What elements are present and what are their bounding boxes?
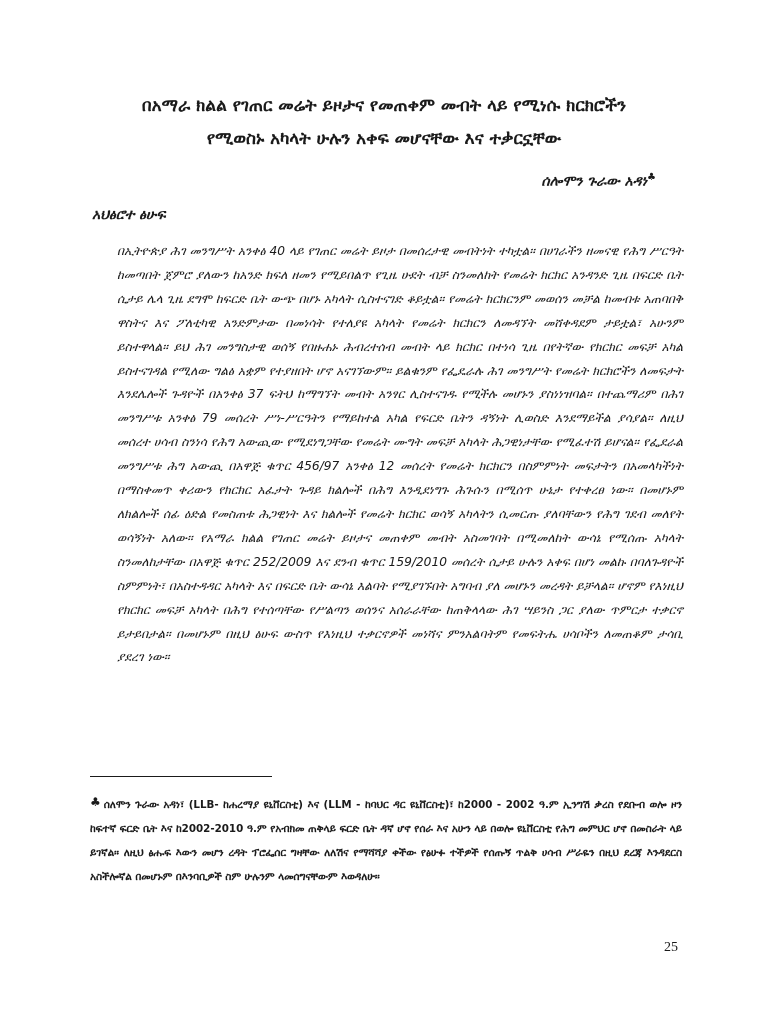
author-byline: [541, 172, 656, 190]
footnote-mark: ♣: [90, 795, 102, 809]
footnote-divider: [90, 776, 272, 777]
paper-title: [70, 90, 698, 156]
abstract-body: በኢትዮጵያ ሕገ መንግሥት አንቀፅ 40 ላይ የገጠር መሬት ይዞታ በመሰረታዊ መብትነት ተካቷል። በሀገራችን ዘመናዊ የሕግ ሥርዓት ከመጣበት ጀምሮ ያለውን ከአንድ ክፍለ ዘመን የሚይበልጥ የጊዜ ሁደት ብቻ ስንመለከት የመሬት ክርክር አንዳንድ ጊዜ በፍርድ ቤት ሲታይ ሌላ ጊዜ ደግሞ ከፍርድ ቤት ውጭ በሆኑ አካላት ሲስተናገድ ቆይቷል። የመሬት ክርክርንም መወሰን መቻል ከመብቱ አጠባበቅ ዋስትና እና ፖለቲካዊ አንድምታው በመነሳት የተለያዩ አካላት የመሬት ክርክርን ለመዳኘት መሸቀዳደም ታይቷል፣ አሁንም ይስተዋላል። ይህ ሕገ መንግስታዊ ወሰኝ የበዙሐኑ ሕብረተሰብ መብት ላይ ክርክር በተነሳ ጊዜ በየትኛው የክርክር መፍቻ አካል ይስተናገዳል የሚለው ግልፅ አቋም የተያዘበት ሆኖ አናገኘውም። ይልቁንም የፌዴራሉ ሕገ መንግሥት የመሬት ክርክሮችን ለመፍታት እንደሌሎች ጉዳዮች በአንቀፅ 37 ፍትህ ከማግኘት መብት አንፃር ሊስተናገዱ የሚችሉ መሆኑን ያስነነዝባል። በተጨማሪም በሕገ መንግሥቱ አንቀፅ 79 መሰረት ሥነ-ሥርዓትን የማይከተል አካል የፍርድ ቤትን ዳኝነት ሊወስድ እንደማይችል ያሳያል። ለዚህ መሰረተ ሀሳብ ስንነሳ የሕግ አውጪው የሚደነግጋቸው የመሬት ሙግት መፍቻ አካላት ሕጋዊነታቸው የሚፈተሽ ይሆናል። የፌደራል መንግሥቱ ሕግ አውጪ በአዋጅ ቁጥር 456/97 አንቀፅ 12 መሰረት የመሬት ክርክርን በስምምነት መፍታትን በአመላካችነት በማስቀመጥ ቀሪውን የክርክር አፈታት ጉዳይ ክልሎች በሕግ እንዲደነግጉ ሕጉሱን በሚሰጥ ሁኔታ የተቀረፀ ነው። በመሆኑም ለክልሎች ሰፊ ዕድል የመስጠቱ ሕጋዊነት እና ክልሎች የመሬት ክርክር ወሳኝ አካላትን ሲመርጡ ያለባቸውን የሕግ ገደብ መለየት ወሳኝነት አለው። የአማራ ክልል የገጠር መሬት ይዞታና መጠቀም መብት አስመገባት በሚመለከት ውሳኔ የሚሰጡ አካላት ስንመለከታቸው በአዋጅ ቁጥር 252/2009 እና ደንብ ቁጥር 159/2010 መሰረት ሲታይ ሁሉን አቀፍ በሆነ መልኩ በባለጉዳዮች ስምምነት፣ በአስተዳዳር አካላት እና በፍርድ ቤት ውሳኔ እልባት የሚያገኙበት አግባብ ያለ መሆኑን መረዳት ይቻላል። ሆኖም የእነዚህ የክርክር መፍቻ አካላት በሕግ የተሰጣቸው የሥልጣን ወሰንና አሰራራቸው ከጠቅላላው ሕገ ሣይንስ ጋር ያለው ጥምርታ ተቃርኖ ይታይበታል። በመሆኑም በዚህ ፅሁፍ ውስጥ የእነዚህ ተቃርኖዎች መነሻና ምንአልባትም የመፍትሔ ሀሳቦችን ለመጠቆም ታሳቢ ያደረገ ነው።: [117, 244, 683, 665]
page-number: 25: [664, 940, 678, 955]
author-footnote-mark: ♣: [647, 172, 656, 183]
footnote-text: ሰለሞን ጉራው አዳነ፣ (LLB- ከሐረማያ ዩኒቨርስቲ) እና (LLM - ከባህር ዳር ዩኒቨርስቲ)፣ ከ2000 - 2002 ዓ.ም ኢንግሽ ቃረስ የደቡብ ወሎ ዞን ከፍተኛ ፍርድ ቤት እና ከ2002-2010 ዓ.ም የአብክመ ጠቅላይ ፍርድ ቤት ዳኛ ሆኖ የሰራ እና አሁን ላይ በወሎ ዩኒቨርስቲ የሕግ መምህር ሆኖ በመስራት ላይ ይገኛል። ለዚህ ፅሑፍ እውን መሆን ረዳት ፕሮፌሰር ግዛቸው ለለሽና የማሻሻያ ቀችው የፅሁፉ ተችዎች የሰጡኝ ጥልቅ ሀሳብ ሥራዬን በዚህ ደረጃ እንዳደርስ አስችሎኛል በመሆኑም በእንባቢዎች ስም ሁሉንም ላመሰግናቸውም እወዳለሁ።: [90, 799, 682, 883]
abstract-heading: አህፅሮተ ፅሁፍ: [92, 207, 166, 223]
title-line-2: የሚወስኑ አካላት ሁሉን አቀፍ መሆናቸው እና ተቃርኗቸው: [206, 129, 562, 149]
author-name: ሰሎሞን ጉራው አዳነ: [541, 173, 648, 190]
title-line-1: በአማራ ክልል የገጠር መሬት ይዞታና የመጠቀም መብት ላይ የሚነሱ ክርክሮችን: [141, 96, 627, 116]
footnote: [90, 790, 682, 889]
